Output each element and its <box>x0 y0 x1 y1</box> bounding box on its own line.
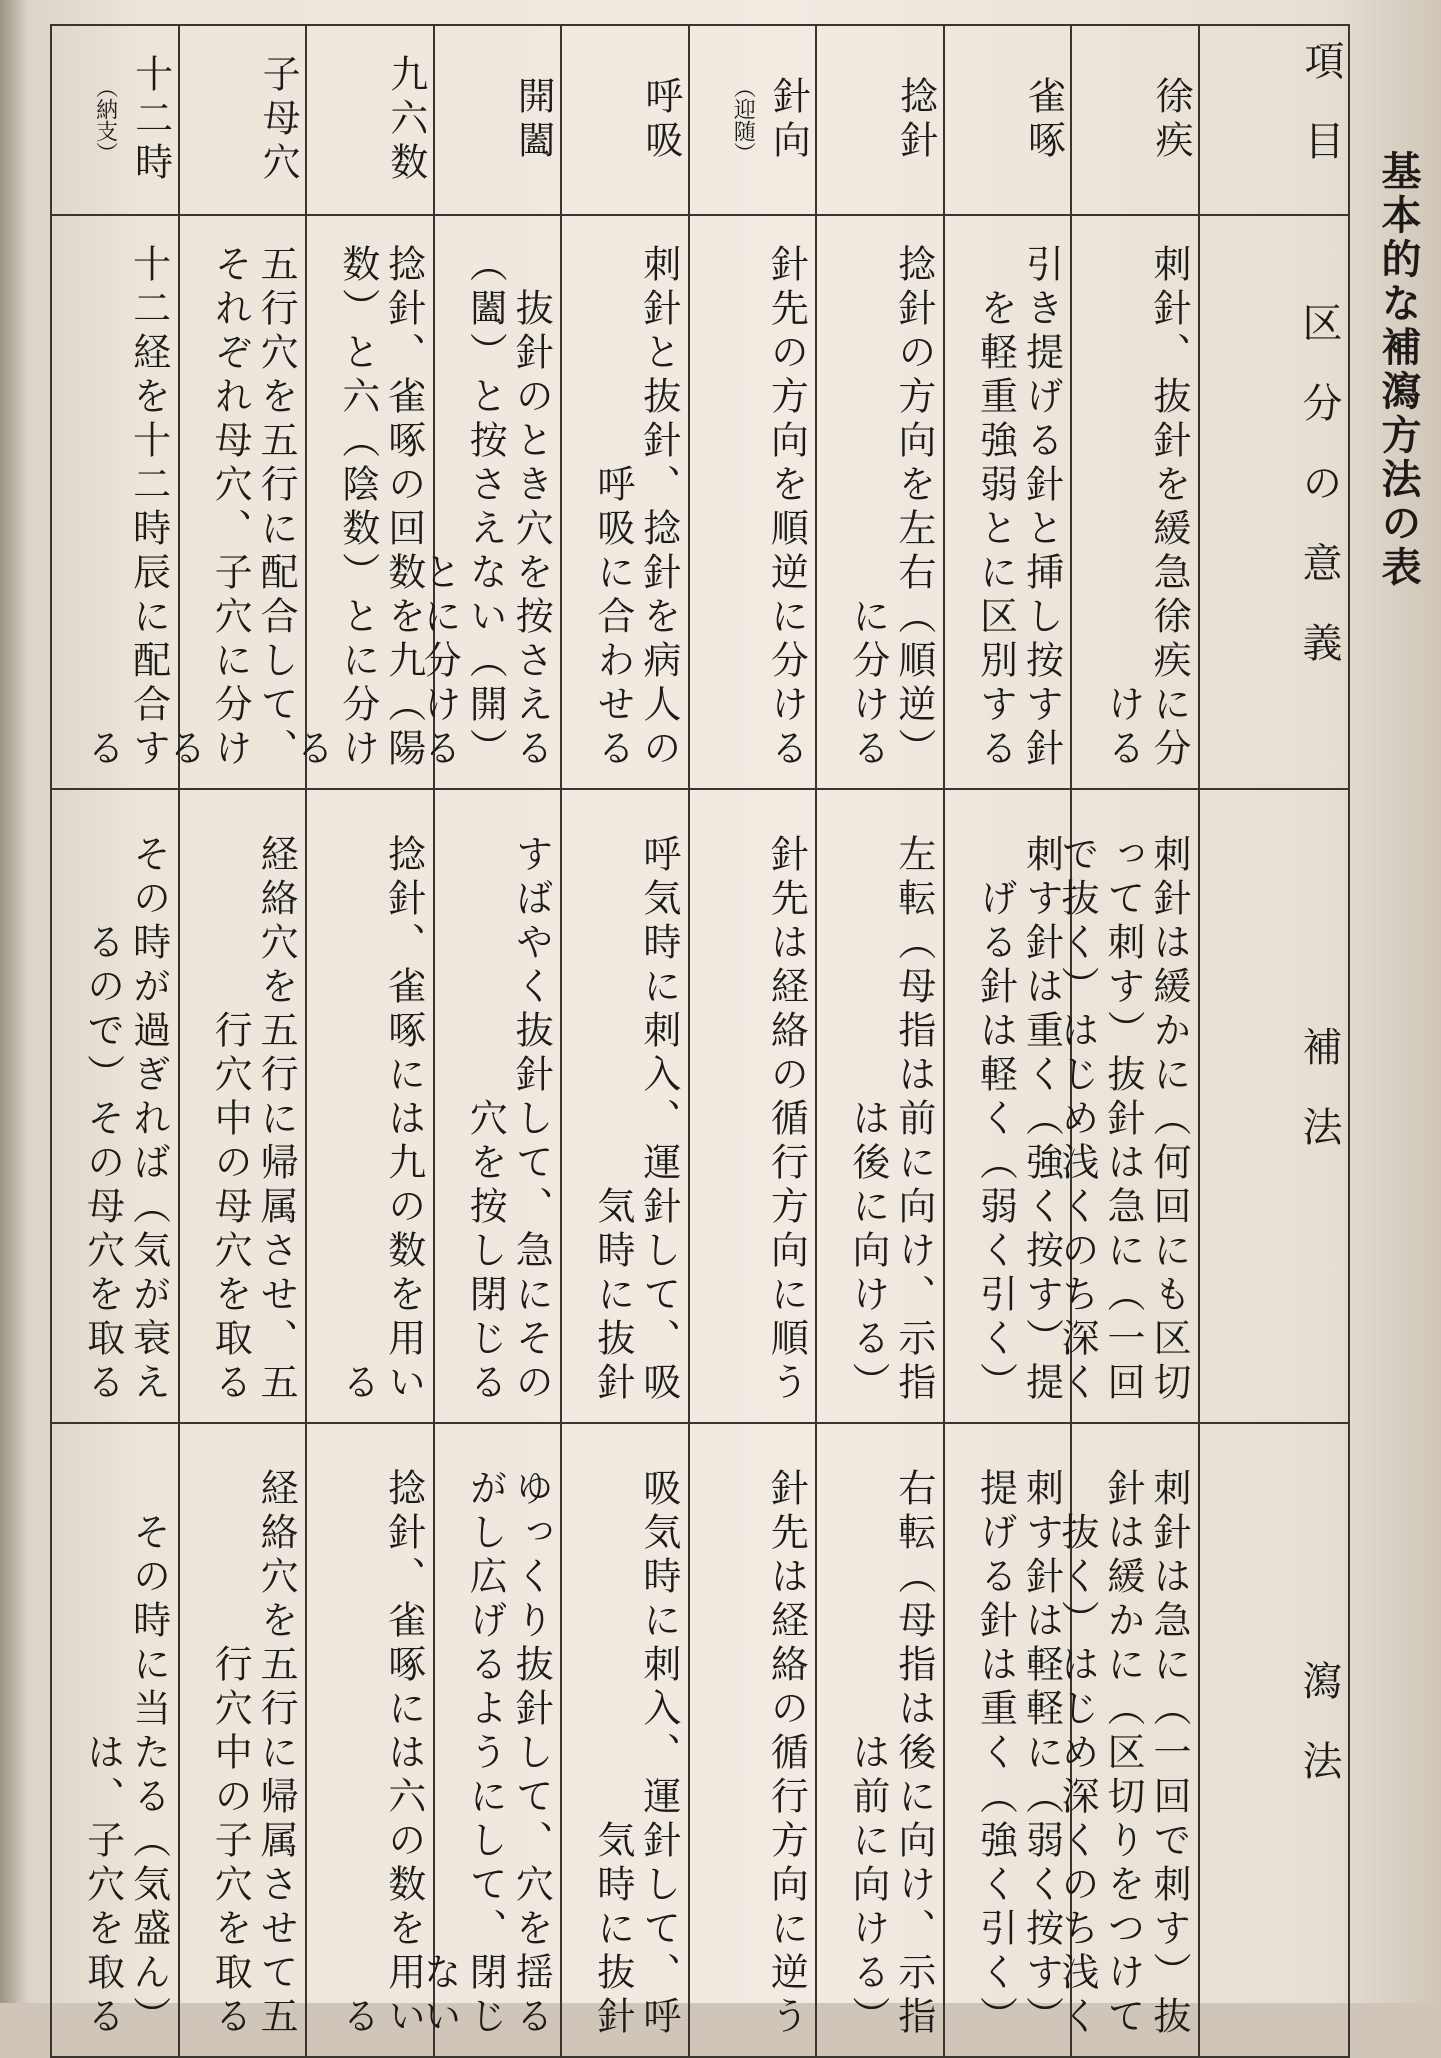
method-name-text: 雀啄 <box>1021 76 1066 164</box>
method-name-jakutaku <box>944 25 1072 215</box>
method-name-kokyu <box>561 25 689 215</box>
header-meaning: 区分の意義 <box>1199 215 1349 789</box>
sedate-cell: 刺す針は軽軽に（弱く按す）提げる針は重く（強く引く） <box>944 1423 1072 2057</box>
method-name-text: 十二時 <box>128 54 173 186</box>
sedate-cell: 捻針、雀啄には六の数を用いる <box>306 1423 434 2057</box>
method-name-note: （納支） <box>92 76 118 164</box>
meaning-cell: 抜針のとき穴を按さえる（闔）と按さえない（開）とに分ける <box>434 215 562 789</box>
header-sedate: 瀉法 <box>1199 1423 1349 2057</box>
tonify-cell: 刺す針は重く（強く按す）提げる針は軽く（弱く引く） <box>944 789 1072 1423</box>
tonify-cell: 捻針、雀啄には九の数を用いる <box>306 789 434 1423</box>
method-name-jojitsu <box>1071 25 1199 215</box>
tonify-cell: 経絡穴を五行に帰属させ、五行穴中の母穴を取る <box>179 789 307 1423</box>
sedate-cell: その時に当たる（気盛ん）は、子穴を取る <box>51 1423 179 2057</box>
table-row-item-names <box>51 25 1349 215</box>
tonify-cell: すばやく抜針して、急にその穴を按し閉じる <box>434 789 562 1423</box>
table-title: 基本的な補瀉方法の表 <box>1375 150 1422 590</box>
sedate-cell: 右転（母指は後に向け、示指は前に向ける） <box>816 1423 944 2057</box>
tonify-cell: 呼気時に刺入、運針して、吸気時に抜針 <box>561 789 689 1423</box>
header-item: 項目 <box>1199 25 1349 215</box>
meaning-cell: 十二経を十二時辰に配合する <box>51 215 179 789</box>
meaning-cell: 捻針の方向を左右（順逆）に分ける <box>816 215 944 789</box>
sedate-cell: 刺針は急に（一回で刺す）抜針は緩かに（区切りをつけて抜く）はじめ深くのち浅く <box>1071 1423 1199 2057</box>
sedate-cell: ゆっくり抜針して、穴を揺るがし広げるようにして、閉じない <box>434 1423 562 2057</box>
method-name-text: 九六数 <box>383 54 428 186</box>
tonify-cell: 針先は経絡の循行方向に順う <box>689 789 817 1423</box>
meaning-cell: 刺針、抜針を緩急徐疾に分ける <box>1071 215 1199 789</box>
method-name-kyurokusu <box>306 25 434 215</box>
method-name-text: 呼吸 <box>638 76 683 164</box>
page-spine-shadow <box>0 0 28 2003</box>
tonify-cell: 左転（母指は前に向け、示指は後に向ける） <box>816 789 944 1423</box>
table-row-sedate <box>51 1423 1349 2057</box>
method-name-text: 開闔 <box>511 76 556 164</box>
sedate-cell: 経絡穴を五行に帰属させて五行穴中の子穴を取る <box>179 1423 307 2057</box>
method-name-shiboketsu <box>179 25 307 215</box>
tonify-cell: その時が過ぎれば（気が衰えるので）その母穴を取る <box>51 789 179 1423</box>
sedate-cell: 吸気時に刺入、運針して、呼気時に抜針 <box>561 1423 689 2057</box>
methods-table-container <box>50 24 1350 2040</box>
method-name-note: （迎随） <box>730 76 756 164</box>
method-name-nenshin <box>816 25 944 215</box>
meaning-cell: 五行穴を五行に配合して、それぞれ母穴、子穴に分ける <box>179 215 307 789</box>
meaning-cell: 引き提げる針と挿し按す針を軽重強弱とに区別する <box>944 215 1072 789</box>
meaning-cell: 捻針、雀啄の回数を九（陽数）と六（陰数）とに分ける <box>306 215 434 789</box>
tonify-cell: 刺針は緩かに（何回にも区切って刺す）抜針は急に（一回で抜く）はじめ浅くのち深く <box>1071 789 1199 1423</box>
method-name-text: 針向 <box>766 76 811 164</box>
meaning-cell: 針先の方向を順逆に分ける <box>689 215 817 789</box>
meaning-cell: 刺針と抜針、捻針を病人の呼吸に合わせる <box>561 215 689 789</box>
table-row-meaning <box>51 215 1349 789</box>
method-name-kaiko <box>434 25 562 215</box>
sedate-cell: 針先は経絡の循行方向に逆う <box>689 1423 817 2057</box>
method-name-text: 徐疾 <box>1149 76 1193 164</box>
header-tonify: 補法 <box>1199 789 1349 1423</box>
tonify-sedate-methods-table <box>50 24 1350 2058</box>
table-row-tonify <box>51 789 1349 1423</box>
method-name-text: 子母穴 <box>256 54 301 186</box>
method-name-juniji <box>51 25 179 215</box>
method-name-shinko <box>689 25 817 215</box>
method-name-text: 捻針 <box>893 76 938 164</box>
